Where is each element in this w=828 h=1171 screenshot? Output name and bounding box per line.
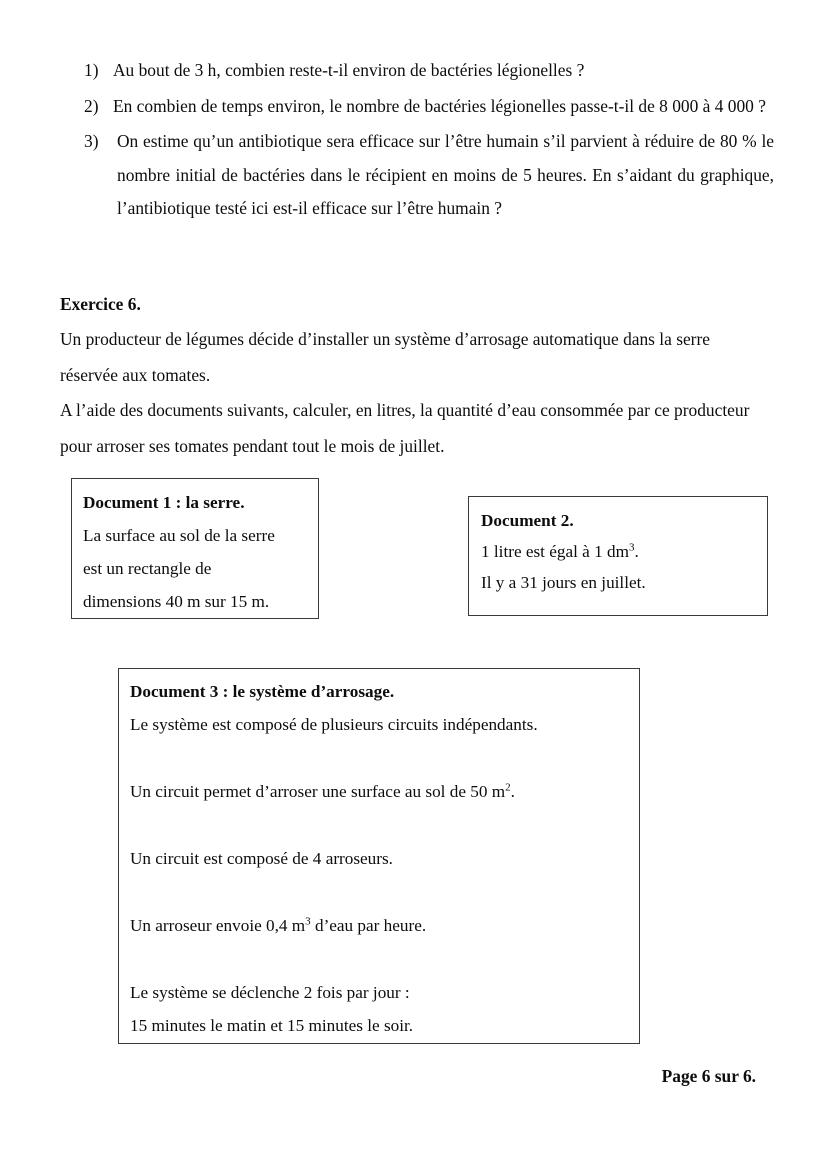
document-2-line-1-superscript: 3 <box>628 541 635 554</box>
document-3-line-4-prefix: Un arroseur envoie 0,4 m <box>130 916 306 935</box>
question-text-1: Au bout de 3 h, combien reste-t-il environ de bactéries légionelles ? <box>113 60 585 80</box>
document-2-line-1 <box>481 536 767 567</box>
document-1-line-2: est un rectangle de <box>83 559 212 578</box>
document-2-line-2: Il y a 31 jours en juillet. <box>481 573 646 592</box>
document-3-line-4-superscript: 3 <box>305 915 311 928</box>
document-3-title: Document 3 : le système d’arrosage. <box>130 682 395 701</box>
document-3-box <box>118 668 640 1044</box>
document-2-line-1-prefix: 1 litre est égal à 1 dm <box>481 542 629 561</box>
question-text-3: On estime qu’un antibiotique sera efficace sur l’être humain s’il parvient à réduire de 80 % le nombre initial de bactéries dans le récipient en moins de 5 heures. En s’aidant du graphique, l’antibiotique testé ici est-il efficace sur l’être humain ? <box>117 131 774 218</box>
exercise-heading: Exercice 6. <box>60 294 141 314</box>
page-footer: Page 6 sur 6. <box>661 1066 756 1086</box>
document-3-line-4-suffix: d’eau par heure. <box>310 916 427 935</box>
question-number-3: 3) <box>84 131 99 151</box>
question-item-1 <box>84 54 774 88</box>
question-number-1: 1) <box>84 60 99 80</box>
document-3-line-5: Le système se déclenche 2 fois par jour : <box>130 983 410 1002</box>
document-3-line-1: Le système est composé de plusieurs circuits indépendants. <box>130 715 538 734</box>
document-3-line-3: Un circuit est composé de 4 arroseurs. <box>130 849 393 868</box>
document-3-line-2-superscript: 2 <box>505 781 511 794</box>
document-3-line-2 <box>130 775 639 808</box>
question-list <box>84 54 774 226</box>
question-item-2 <box>84 90 774 124</box>
document-1-line-3: dimensions 40 m sur 15 m. <box>83 592 270 611</box>
document-2-box <box>468 496 768 616</box>
document-2-line-1-suffix: . <box>634 542 639 561</box>
document-2-title: Document 2. <box>481 511 574 530</box>
exercise-intro <box>60 322 772 464</box>
document-3-line-6: 15 minutes le matin et 15 minutes le soir. <box>130 1016 414 1035</box>
question-item-3 <box>84 125 774 226</box>
document-1-box <box>71 478 319 619</box>
document-3-line-2-suffix: . <box>510 782 515 801</box>
document-3-line-2-prefix: Un circuit permet d’arroser une surface au sol de 50 m <box>130 782 506 801</box>
document-1-line-1: La surface au sol de la serre <box>83 526 275 545</box>
document-1-title: Document 1 : la serre. <box>83 493 245 512</box>
exercise-paragraph-2: A l’aide des documents suivants, calculer, en litres, la quantité d’eau consommée par ce producteur pour arroser ses tomates pendant tout le mois de juillet. <box>60 400 750 456</box>
question-number-2: 2) <box>84 95 99 116</box>
document-3-line-4 <box>130 909 639 942</box>
exercise-paragraph-1: Un producteur de légumes décide d’installer un système d’arrosage automatique dans la serre réservée aux tomates. <box>60 329 710 385</box>
question-text-2: En combien de temps environ, le nombre de bactéries légionelles passe-t-il de 8 000 à 4 000 ? <box>113 95 766 116</box>
